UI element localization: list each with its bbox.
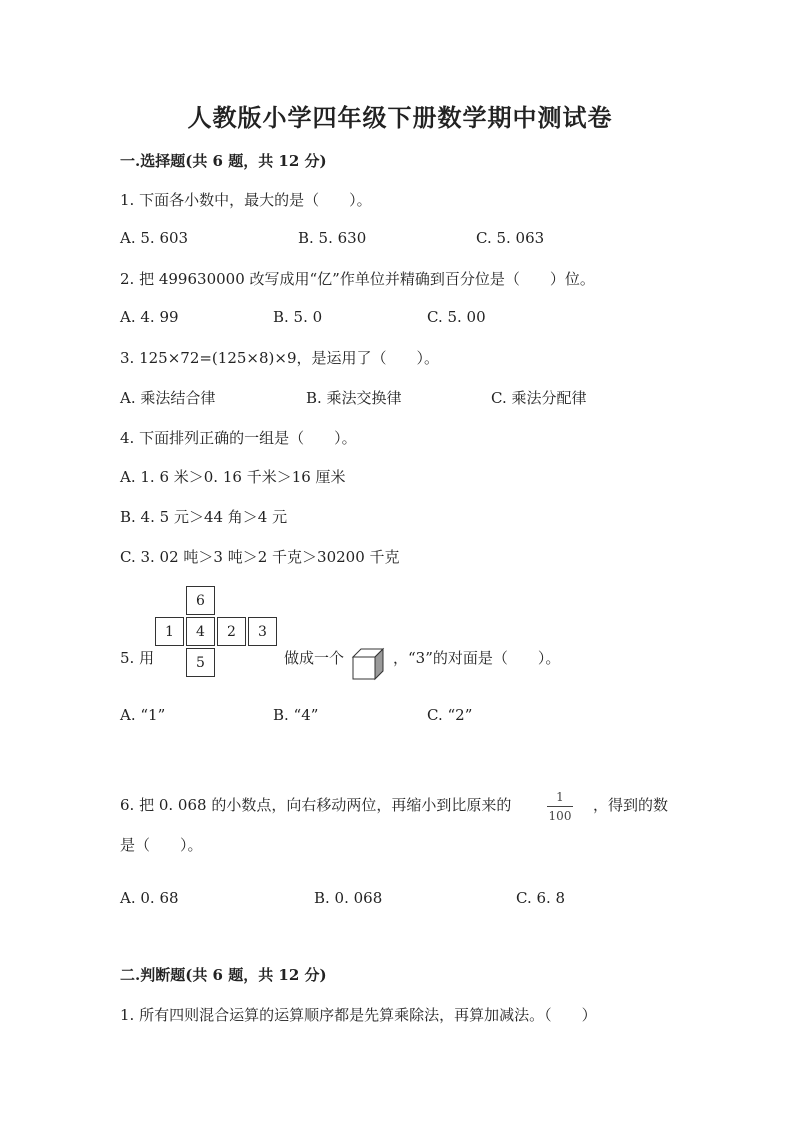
fraction-numerator: 1	[556, 790, 564, 804]
question-1-text: 1. 下面各小数中，最大的是（ ）。	[120, 191, 372, 209]
net-cell-bottom: 5	[186, 648, 215, 677]
q5-option-b: B. “4”	[273, 706, 319, 724]
question-6-text-line1-end: ，得到的数	[593, 796, 669, 814]
question-5-prefix: 5. 用	[120, 649, 155, 667]
section-heading-judgment: 二.判断题(共 6 题，共 12 分)	[120, 966, 327, 984]
q3-option-c: C. 乘法分配律	[491, 389, 587, 407]
q3-option-a: A. 乘法结合律	[120, 389, 216, 407]
q1-option-b: B. 5. 630	[298, 229, 367, 247]
cube-icon	[351, 647, 385, 681]
q5-option-c: C. “2”	[427, 706, 473, 724]
net-cell: 4	[186, 617, 215, 646]
question-4-text: 4. 下面排列正确的一组是（ ）。	[120, 429, 357, 447]
q2-option-b: B. 5. 0	[273, 308, 323, 326]
fraction-denominator: 100	[548, 809, 572, 823]
question-5-middle: 做成一个	[284, 649, 345, 667]
question-2-text: 2. 把 499630000 改写成用“亿”作单位并精确到百分位是（ ）位。	[120, 270, 595, 288]
q6-option-c: C. 6. 8	[516, 889, 566, 907]
fraction-bar	[547, 806, 573, 807]
q2-option-c: C. 5. 00	[427, 308, 486, 326]
q1-option-a: A. 5. 603	[120, 229, 189, 247]
question-3-text: 3. 125×72=(125×8)×9，是运用了（ ）。	[120, 349, 439, 367]
judgment-question-1-text: 1. 所有四则混合运算的运算顺序都是先算乘除法，再算加减法。（ ）	[120, 1006, 597, 1024]
question-6-text-line2: 是（ ）。	[120, 836, 203, 854]
page-title: 人教版小学四年级下册数学期中测试卷	[187, 103, 613, 132]
question-5-suffix: ，“3”的对面是（ ）。	[393, 649, 561, 667]
question-6-text-line1: 6. 把 0. 068 的小数点，向右移动两位，再缩小到比原来的	[120, 796, 512, 814]
q5-option-a: A. “1”	[120, 706, 166, 724]
q4-option-c: C. 3. 02 吨＞3 吨＞2 千克＞30200 千克	[120, 548, 400, 566]
q6-option-b: B. 0. 068	[314, 889, 383, 907]
q2-option-a: A. 4. 99	[120, 308, 179, 326]
net-cell: 3	[248, 617, 277, 646]
q3-option-b: B. 乘法交换律	[306, 389, 402, 407]
cube-net-figure	[153, 586, 277, 678]
net-cell: 2	[217, 617, 246, 646]
fraction-one-hundredth	[547, 790, 573, 823]
net-cell: 1	[155, 617, 184, 646]
q4-option-b: B. 4. 5 元＞44 角＞4 元	[120, 508, 288, 526]
q4-option-a: A. 1. 6 米＞0. 16 千米＞16 厘米	[120, 468, 346, 486]
section-heading-choice: 一.选择题(共 6 题，共 12 分)	[120, 152, 327, 170]
q1-option-c: C. 5. 063	[476, 229, 545, 247]
q6-option-a: A. 0. 68	[120, 889, 179, 907]
net-cell-top: 6	[186, 586, 215, 615]
